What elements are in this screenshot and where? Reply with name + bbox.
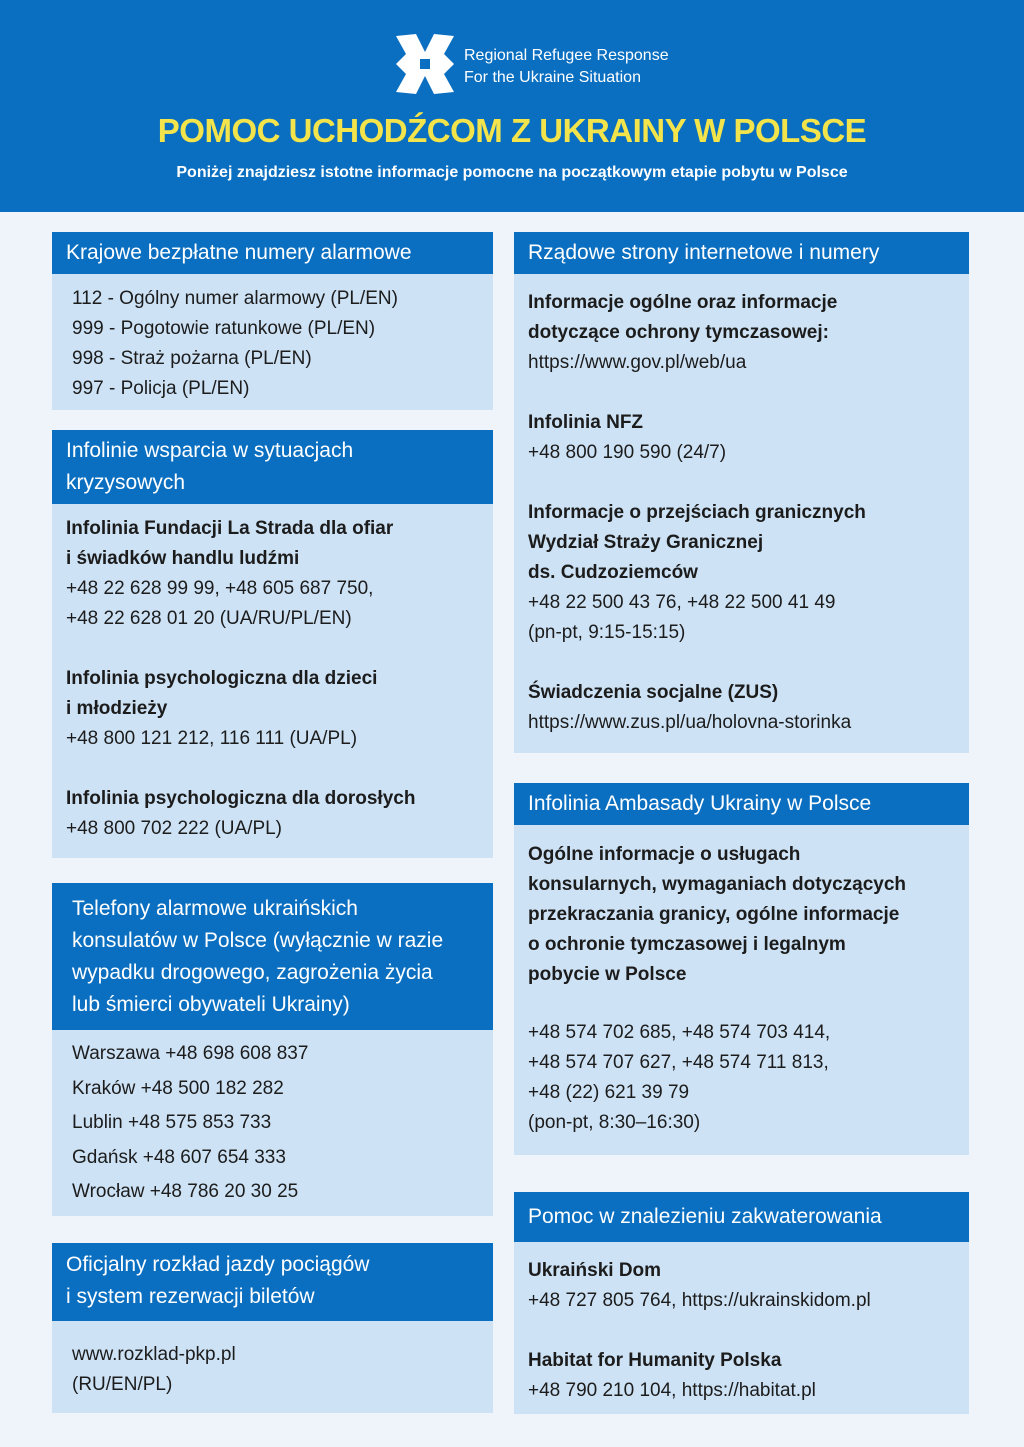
page-subtitle: Poniżej znajdziesz istotne informacje pomocne na początkowym etapie pobytu w Polsce xyxy=(176,164,848,181)
org-name: Regional Refugee Response For the Ukraine Situation xyxy=(464,47,669,86)
phone: +48 800 190 590 (24/7) xyxy=(528,442,727,463)
link[interactable]: https://www.gov.pl/web/ua xyxy=(528,352,747,373)
consulates-box xyxy=(52,883,493,1216)
embassy-box xyxy=(514,783,969,1155)
trains-box xyxy=(52,1243,493,1413)
item-title: dotyczące ochrony tymczasowej: xyxy=(528,322,829,343)
housing-box xyxy=(514,1192,969,1414)
list-item: Wrocław +48 786 20 30 25 xyxy=(72,1181,299,1202)
item-title: Habitat for Humanity Polska xyxy=(528,1350,782,1371)
phone: +48 (22) 621 39 79 xyxy=(528,1082,690,1103)
link[interactable]: www.rozklad-pkp.pl xyxy=(72,1344,236,1365)
description: przekraczania granicy, ogólne informacje xyxy=(528,904,900,925)
phone: +48 22 628 99 99, +48 605 687 750, xyxy=(66,578,374,599)
item-title: i świadków handlu ludźmi xyxy=(66,548,300,569)
item-title: Infolinia Fundacji La Strada dla ofiar xyxy=(66,518,394,539)
box-title: Oficjalny rozkład jazdy pociągów i system rezerwacji biletów xyxy=(52,1243,493,1321)
list-item: Kraków +48 500 182 282 xyxy=(72,1077,284,1099)
header-banner xyxy=(0,0,1024,212)
list-item: 112 - Ogólny numer alarmowy (PL/EN) xyxy=(72,288,398,309)
description: o ochronie tymczasowej i legalnym xyxy=(528,934,846,955)
box-title: Telefony alarmowe ukraińskich konsulatów w Polsce (wyłącznie w razie wypadku drogowego, zagrożenia życia lub śmierci obywateli Ukrainy) xyxy=(52,883,493,1030)
item-title: Infolinia NFZ xyxy=(528,412,644,433)
contact[interactable]: +48 790 210 104, https://habitat.pl xyxy=(528,1380,816,1401)
phone: +48 800 121 212, 116 111 (UA/PL) xyxy=(66,728,358,749)
item-title: Informacje o przejściach granicznych xyxy=(528,502,866,523)
government-box xyxy=(514,232,969,753)
list-item: 999 - Pogotowie ratunkowe (PL/EN) xyxy=(72,318,376,339)
hours: (pn-pt, 9:15-15:15) xyxy=(528,622,686,643)
item-title: Ukraiński Dom xyxy=(528,1260,662,1281)
list-item: Lublin +48 575 853 733 xyxy=(72,1112,272,1133)
box-title: Pomoc w znalezieniu zakwaterowania xyxy=(514,1192,969,1242)
item-title: i młodzieży xyxy=(66,698,168,719)
item-title: Świadczenia socjalne (ZUS) xyxy=(528,682,779,703)
description: Ogólne informacje o usługach xyxy=(528,844,801,865)
item-title: Infolinia psychologiczna dla dzieci xyxy=(66,668,378,689)
page-title: POMOC UCHODŹCOM Z UKRAINY W POLSCE xyxy=(157,112,867,149)
crisis-hotlines-box xyxy=(52,430,493,858)
link[interactable]: https://www.zus.pl/ua/holovna-storinka xyxy=(528,712,852,733)
phone: +48 800 702 222 (UA/PL) xyxy=(66,818,283,839)
description: pobycie w Polsce xyxy=(528,964,687,985)
phone: +48 574 702 685, +48 574 703 414, xyxy=(528,1022,831,1043)
contact[interactable]: +48 727 805 764, https://ukrainskidom.pl xyxy=(528,1290,871,1311)
item-title: Infolinia psychologiczna dla dorosłych xyxy=(66,788,416,809)
list-item: 998 - Straż pożarna (PL/EN) xyxy=(72,348,312,369)
unhcr-logo-icon xyxy=(392,30,458,98)
list-item: Warszawa +48 698 608 837 xyxy=(72,1043,309,1064)
item-title: Informacje ogólne oraz informacje xyxy=(528,292,838,313)
box-title: Infolinia Ambasady Ukrainy w Polsce xyxy=(514,783,969,825)
item-title: Wydział Straży Granicznej xyxy=(528,532,764,553)
hours: (pon-pt, 8:30–16:30) xyxy=(528,1112,701,1133)
phone: +48 22 500 43 76, +48 22 500 41 49 xyxy=(528,592,836,613)
box-title: Krajowe bezpłatne numery alarmowe xyxy=(52,232,493,274)
list-item: Gdańsk +48 607 654 333 xyxy=(72,1146,286,1168)
description: konsularnych, wymaganiach dotyczących xyxy=(528,874,907,895)
box-title: Infolinie wsparcia w sytuacjach kryzysowych xyxy=(52,430,493,504)
languages: (RU/EN/PL) xyxy=(72,1374,173,1395)
box-title: Rządowe strony internetowe i numery xyxy=(514,232,969,274)
phone: +48 574 707 627, +48 574 711 813, xyxy=(528,1052,829,1073)
emergency-numbers-box xyxy=(52,232,493,410)
phone: +48 22 628 01 20 (UA/RU/PL/EN) xyxy=(66,608,352,629)
list-item: 997 - Policja (PL/EN) xyxy=(72,378,250,399)
item-title: ds. Cudzoziemców xyxy=(528,562,698,583)
